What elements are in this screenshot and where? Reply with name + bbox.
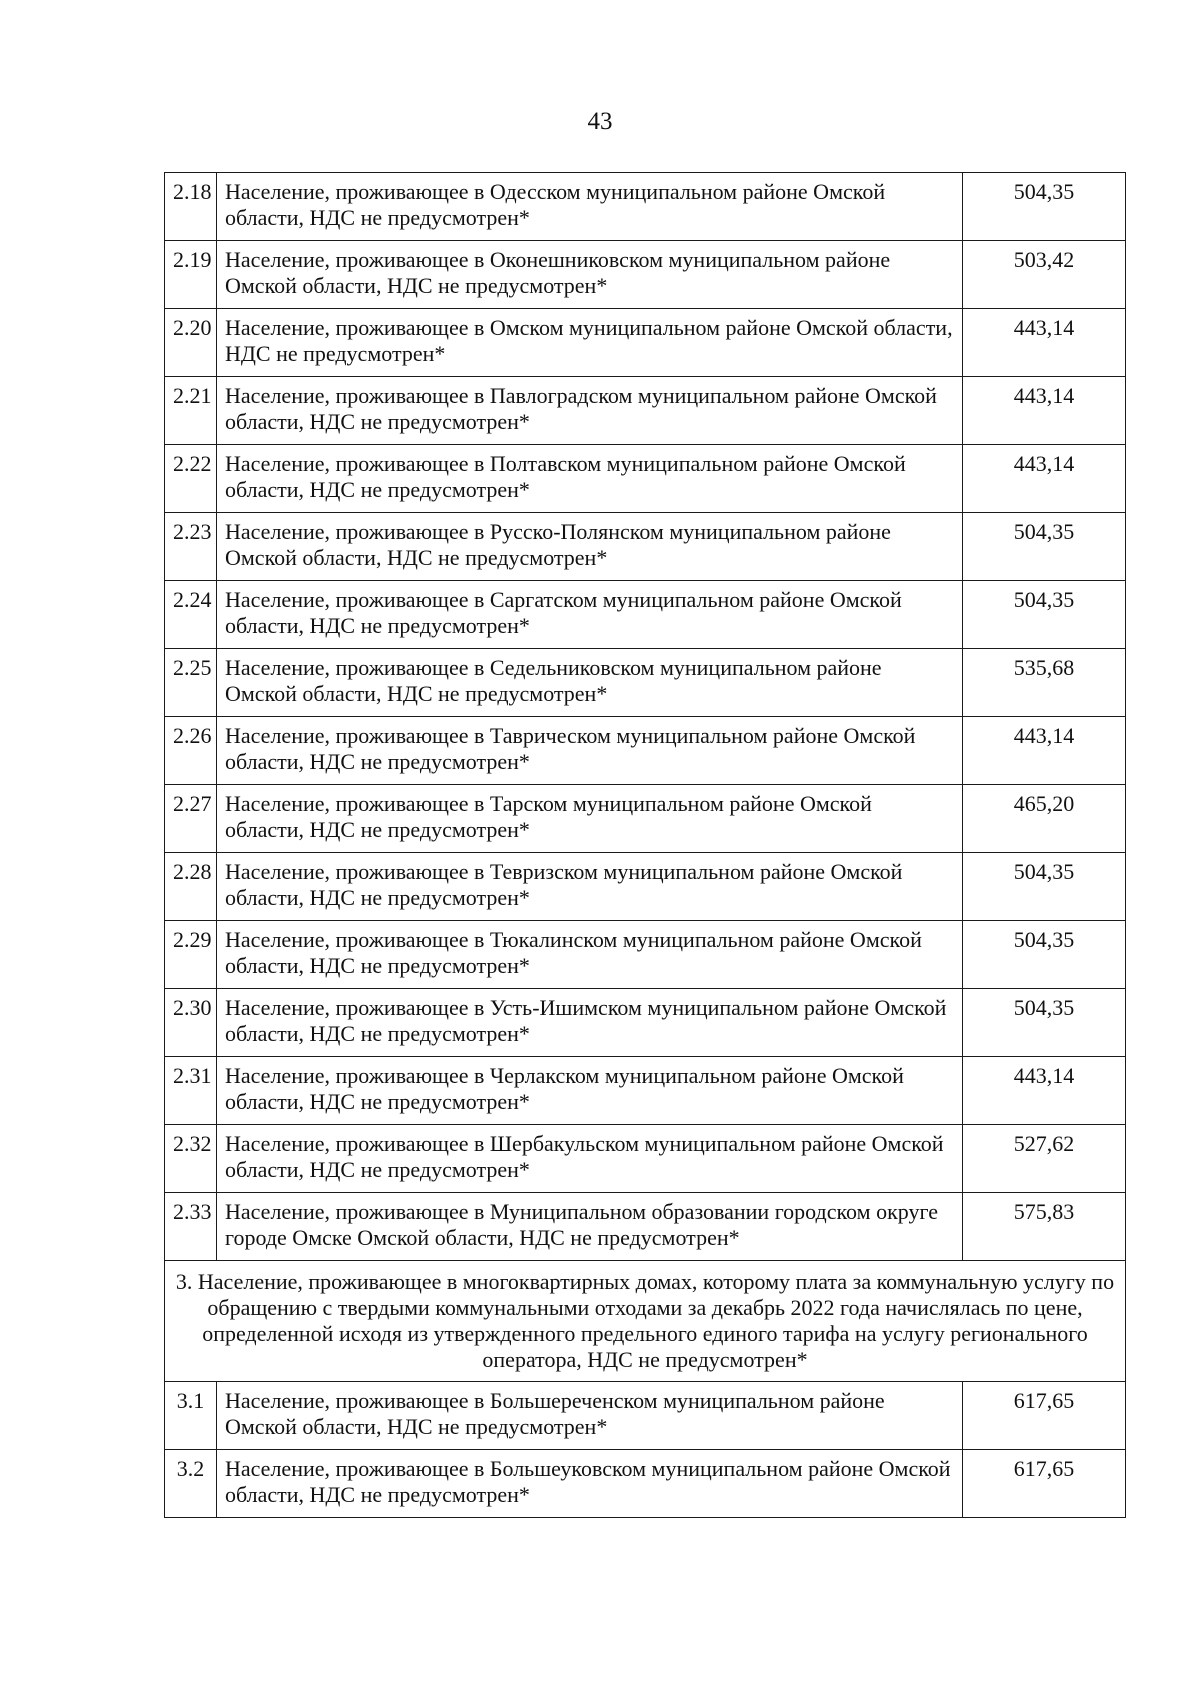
section-3: [165, 1261, 1126, 1382]
table-row: [165, 513, 1126, 581]
row-value: 443,14: [963, 717, 1126, 785]
row-number: 2.19: [165, 241, 217, 309]
row-description: Население, проживающее в Тарском муниципальном районе Омской области, НДС не предусмотрен*: [217, 785, 963, 853]
row-description: Население, проживающее в Большереченском муниципальном районе Омской области, НДС не предусмотрен*: [217, 1382, 963, 1450]
row-number: 2.32: [165, 1125, 217, 1193]
row-value: 617,65: [963, 1382, 1126, 1450]
row-value: 504,35: [963, 581, 1126, 649]
row-description: Население, проживающее в Тевризском муниципальном районе Омской области, НДС не предусмотрен*: [217, 853, 963, 921]
table-row: [165, 785, 1126, 853]
row-description: Население, проживающее в Шербакульском муниципальном районе Омской области, НДС не предусмотрен*: [217, 1125, 963, 1193]
row-number: 2.33: [165, 1193, 217, 1261]
row-value: 575,83: [963, 1193, 1126, 1261]
row-description: Население, проживающее в Павлоградском муниципальном районе Омской области, НДС не предусмотрен*: [217, 377, 963, 445]
row-value: 443,14: [963, 1057, 1126, 1125]
row-number: 2.31: [165, 1057, 217, 1125]
row-value: 617,65: [963, 1450, 1126, 1518]
table-row: [165, 649, 1126, 717]
table-row: [165, 309, 1126, 377]
row-value: 504,35: [963, 853, 1126, 921]
row-description: Население, проживающее в Муниципальном образовании городском округе городе Омске Омской области, НДС не предусмотрен*: [217, 1193, 963, 1261]
section-3-header-row: [165, 1261, 1126, 1382]
row-value: 527,62: [963, 1125, 1126, 1193]
row-number: 3.2: [165, 1450, 217, 1518]
tariff-table: [164, 172, 1126, 1518]
table-row: [165, 921, 1126, 989]
row-description: Население, проживающее в Большеуковском муниципальном районе Омской области, НДС не предусмотрен*: [217, 1450, 963, 1518]
row-description: Население, проживающее в Русско-Полянском муниципальном районе Омской области, НДС не предусмотрен*: [217, 513, 963, 581]
table-row: [165, 1450, 1126, 1518]
table-row: [165, 173, 1126, 241]
row-value: 504,35: [963, 921, 1126, 989]
table-row: [165, 989, 1126, 1057]
row-description: Население, проживающее в Одесском муниципальном районе Омской области, НДС не предусмотрен*: [217, 173, 963, 241]
row-number: 2.24: [165, 581, 217, 649]
row-number: 2.25: [165, 649, 217, 717]
table-row: [165, 445, 1126, 513]
section-3-rows: [165, 1382, 1126, 1518]
table-row: [165, 853, 1126, 921]
row-number: 2.22: [165, 445, 217, 513]
table-row: [165, 1057, 1126, 1125]
table-row: [165, 241, 1126, 309]
row-value: 465,20: [963, 785, 1126, 853]
page-number: 43: [587, 108, 613, 135]
row-value: 443,14: [963, 309, 1126, 377]
row-number: 2.28: [165, 853, 217, 921]
section-2-rows: [165, 173, 1126, 1261]
table-row: [165, 377, 1126, 445]
table-row: [165, 581, 1126, 649]
row-number: 3.1: [165, 1382, 217, 1450]
row-value: 504,35: [963, 173, 1126, 241]
row-number: 2.29: [165, 921, 217, 989]
row-number: 2.20: [165, 309, 217, 377]
row-description: Население, проживающее в Оконешниковском муниципальном районе Омской области, НДС не предусмотрен*: [217, 241, 963, 309]
row-number: 2.27: [165, 785, 217, 853]
row-value: 443,14: [963, 445, 1126, 513]
row-description: Население, проживающее в Тюкалинском муниципальном районе Омской области, НДС не предусмотрен*: [217, 921, 963, 989]
row-description: Население, проживающее в Полтавском муниципальном районе Омской области, НДС не предусмотрен*: [217, 445, 963, 513]
row-value: 535,68: [963, 649, 1126, 717]
row-number: 2.26: [165, 717, 217, 785]
row-number: 2.21: [165, 377, 217, 445]
row-number: 2.18: [165, 173, 217, 241]
table-row: [165, 1193, 1126, 1261]
row-description: Население, проживающее в Омском муниципальном районе Омской области, НДС не предусмотрен*: [217, 309, 963, 377]
row-value: 504,35: [963, 513, 1126, 581]
table-row: [165, 717, 1126, 785]
section-3-header: 3. Население, проживающее в многоквартирных домах, которому плата за коммунальную услугу по обращению с твердыми коммунальными отходами за декабрь 2022 года начислялась по цене, определенной исходя из утвержденного предельного единого тарифа на услугу регионального оператора, НДС не предусмотрен*: [165, 1261, 1126, 1382]
row-description: Население, проживающее в Усть-Ишимском муниципальном районе Омской области, НДС не предусмотрен*: [217, 989, 963, 1057]
table-row: [165, 1382, 1126, 1450]
table-row: [165, 1125, 1126, 1193]
row-number: 2.30: [165, 989, 217, 1057]
row-description: Население, проживающее в Саргатском муниципальном районе Омской области, НДС не предусмотрен*: [217, 581, 963, 649]
row-number: 2.23: [165, 513, 217, 581]
row-value: 503,42: [963, 241, 1126, 309]
row-value: 504,35: [963, 989, 1126, 1057]
row-description: Население, проживающее в Таврическом муниципальном районе Омской области, НДС не предусмотрен*: [217, 717, 963, 785]
row-description: Население, проживающее в Седельниковском муниципальном районе Омской области, НДС не предусмотрен*: [217, 649, 963, 717]
row-value: 443,14: [963, 377, 1126, 445]
row-description: Население, проживающее в Черлакском муниципальном районе Омской области, НДС не предусмотрен*: [217, 1057, 963, 1125]
